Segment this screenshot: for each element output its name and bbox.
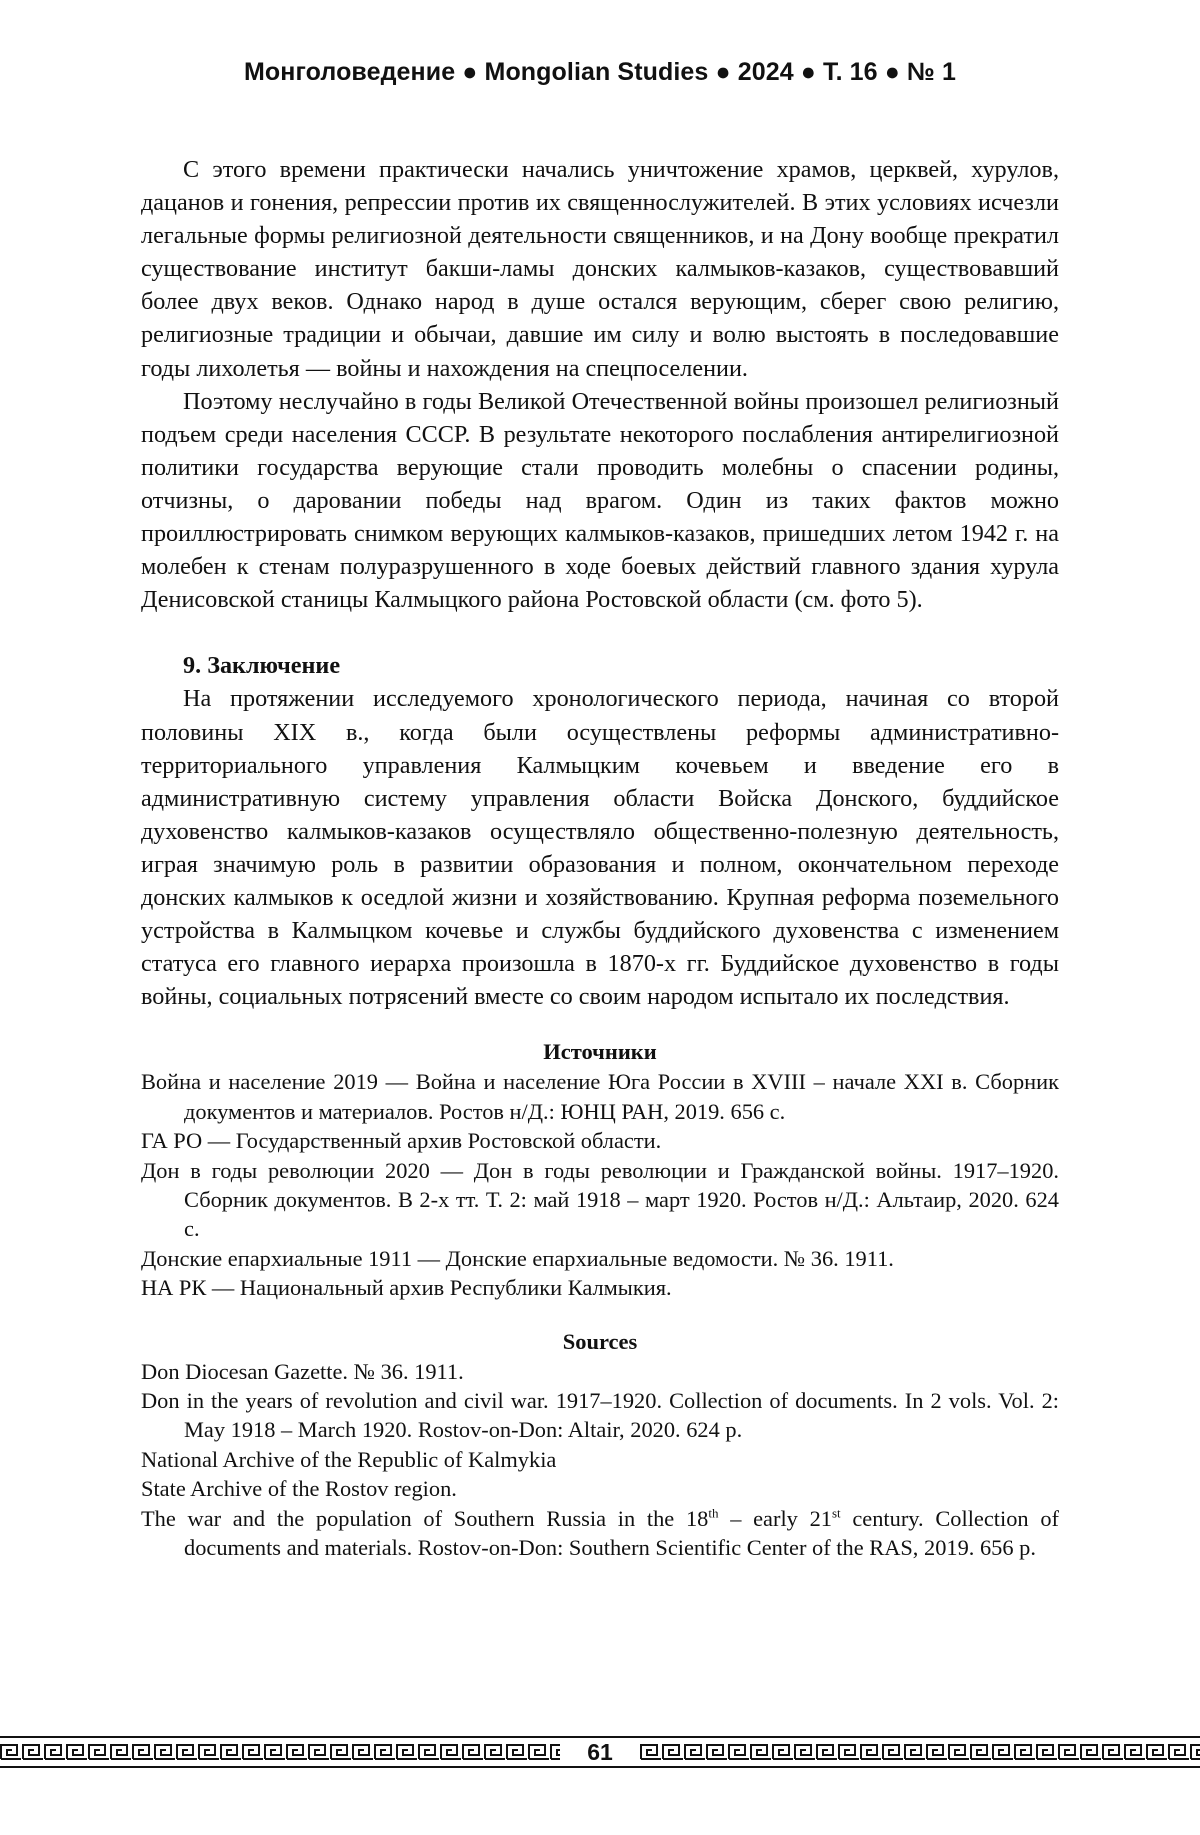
reference-item <box>141 1504 1059 1563</box>
reference-item: Донские епархиальные 1911 — Донские епархиальные ведомости. № 36. 1911. <box>141 1245 894 1271</box>
conclusion-paragraph: На протяжении исследуемого хронологического периода, начиная со второй половины XIX в., когда были осуществлены реформы административно-территориального управления Калмыцким кочевьем и введение его в административную систему управления области Войска Донского, буддийское духовенство калмыков-казаков осуществляло общественно-полезную деятельность, играя значимую роль в развитии образования и полном, окончательном переходе донских калмыков к оседлой жизни и хозяйствованию. Крупная реформа поземельного устройства в Калмыцком кочевье и службы буддийского духовенства с изменением статуса его главного иерарха произошла в 1870-х гг. Буддийское духовенство в годы войны, социальных потрясений вместе со своим народом испытало их последствия. <box>141 685 1059 1011</box>
body-paragraph: Поэтому неслучайно в годы Великой Отечественной войны произошел религиозный подъем среди населения СССР. В результате некоторого послабления антирелигиозной политики государства верующие стали проводить молебны о спасении родины, отчизны, о даровании победы над врагом. Один из таких фактов можно проиллюстрировать снимком верующих калмыков-казаков, пришедших летом 1942 г. на молебен к стенам полуразрушенного в ходе боевых действий главного здания хурула Денисовской станицы Калмыцкого района Ростовской области (см. фото 5). <box>141 387 1059 614</box>
reference-item: Дон в годы революции 2020 — Дон в годы революции и Гражданской войны. 1917–1920. Сборник документов. В 2-х тт. Т. 2: май 1918 – март 1920. Ростов н/Д.: Альтаир, 2020. 624 с. <box>141 1157 1059 1242</box>
reference-item: НА РК — Национальный архив Республики Калмыкия. <box>141 1275 672 1301</box>
reference-text: The war and the population of Southern Russia in the 18 <box>141 1505 709 1531</box>
page-footer <box>0 1736 1200 1770</box>
reference-item: National Archive of the Republic of Kalmykia <box>141 1446 557 1472</box>
article-body <box>141 153 1059 1562</box>
reference-item: State Archive of the Rostov region. <box>141 1476 457 1502</box>
reference-text: century. Collection of documents and materials. Rostov-on-Don: Southern Scientific Center of the RAS, 2019. 656 p. <box>184 1505 1059 1561</box>
reference-item: ГА РО — Государственный архив Ростовской области. <box>141 1128 662 1154</box>
section-heading-conclusion: 9. Заключение <box>183 652 341 680</box>
footer-rule <box>0 1736 1200 1738</box>
footer-rule <box>0 1766 1200 1768</box>
sources-en-list <box>141 1357 1059 1563</box>
reference-text: – early 21 <box>718 1505 832 1531</box>
reference-item: Война и население 2019 — Война и население Юга России в XVIII – начале XXI в. Сборник документов и материалов. Ростов н/Д.: ЮНЦ РАН, 2019. 656 с. <box>141 1069 1059 1124</box>
reference-item: Don Diocesan Gazette. № 36. 1911. <box>141 1358 464 1384</box>
superscript: st <box>831 1505 841 1521</box>
reference-item: Don in the years of revolution and civil war. 1917–1920. Collection of documents. In 2 vols. Vol. 2: May 1918 – March 1920. Rostov-on-Don: Altair, 2020. 624 p. <box>141 1388 1059 1443</box>
meander-ornament-right <box>640 1743 1200 1761</box>
sources-en-heading: Sources <box>562 1328 638 1354</box>
running-header: Монголоведение ● Mongolian Studies ● 2024 ● Т. 16 ● № 1 <box>243 58 956 86</box>
sources-ru-heading: Источники <box>543 1039 657 1065</box>
page-number: 61 <box>587 1739 613 1765</box>
body-paragraph: С этого времени практически начались уничтожение храмов, церквей, хурулов, дацанов и гонения, репрессии против их священнослужителей. В этих условиях исчезли легальные формы религиозной деятельности священников, и на Дону вообще прекратил существование институт бакши-ламы донских калмыков-казаков, существовавший более двух веков. Однако народ в душе остался верующим, сберег свою религию, религиозные традиции и обычаи, давшие им силу и волю выстоять в последовавшие годы лихолетья — войны и нахождения на спецпоселении. <box>141 156 1059 382</box>
meander-ornament-left <box>0 1743 560 1761</box>
sources-ru-list <box>141 1067 1059 1302</box>
superscript: th <box>708 1505 719 1521</box>
